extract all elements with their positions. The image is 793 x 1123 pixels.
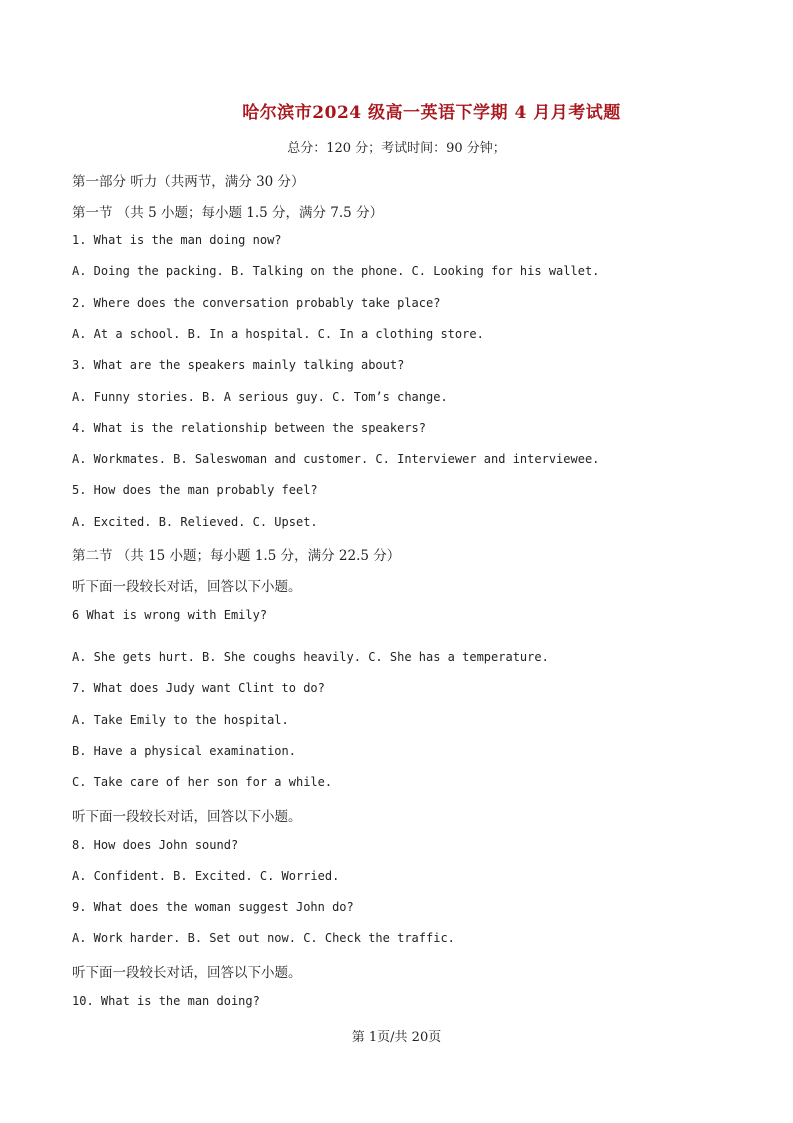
question-line: 10. What is the man doing? [72,994,260,1008]
exam-subtitle: 总分：120 分；考试时间：90 分钟； [287,141,506,156]
options-line: A. Funny stories. B. A serious guy. C. Tom’s change. [72,390,448,404]
options-line: A. Doing the packing. B. Talking on the phone. C. Looking for his wallet. [72,264,600,278]
options-line: A. Work harder. B. Set out now. C. Check the traffic. [72,931,455,945]
options-line: B. Have a physical examination. [72,744,296,758]
question-line: 2. Where does the conversation probably take place? [72,296,441,310]
options-line: A. Take Emily to the hospital. [72,713,289,727]
options-line: A. At a school. B. In a hospital. C. In a clothing store. [72,327,484,341]
question-line: 1. What is the man doing now? [72,233,282,247]
instruction-line: 听下面一段较长对话，回答以下小题。 [72,965,302,981]
question-line: 5. How does the man probably feel? [72,483,318,497]
instruction-line: 听下面一段较长对话，回答以下小题。 [72,579,302,595]
question-line: 4. What is the relationship between the speakers? [72,421,427,435]
question-line: 6 What is wrong with Emily? [72,608,268,622]
options-line: A. She gets hurt. B. She coughs heavily. C. She has a temperature. [72,650,549,664]
subsection-heading: 第二节 （共 15 小题；每小题 1.5 分，满分 22.5 分） [72,548,401,564]
options-line: A. Excited. B. Relieved. C. Upset. [72,515,318,529]
section-heading: 第一部分 听力（共两节，满分 30 分） [72,174,305,190]
subsection-heading: 第一节 （共 5 小题；每小题 1.5 分，满分 7.5 分） [72,205,384,221]
options-line: C. Take care of her son for a while. [72,775,333,789]
question-line: 8. How does John sound? [72,838,239,852]
page-footer: 第 1页/共 20页 [351,1030,442,1045]
exam-title: 哈尔滨市2024 级高一英语下学期 4 月月考试题 [242,103,621,123]
question-line: 3. What are the speakers mainly talking about? [72,358,405,372]
options-line: A. Confident. B. Excited. C. Worried. [72,869,340,883]
question-line: 7. What does Judy want Clint to do? [72,681,325,695]
question-line: 9. What does the woman suggest John do? [72,900,354,914]
options-line: A. Workmates. B. Saleswoman and customer. C. Interviewer and interviewee. [72,452,600,466]
instruction-line: 听下面一段较长对话，回答以下小题。 [72,809,302,825]
